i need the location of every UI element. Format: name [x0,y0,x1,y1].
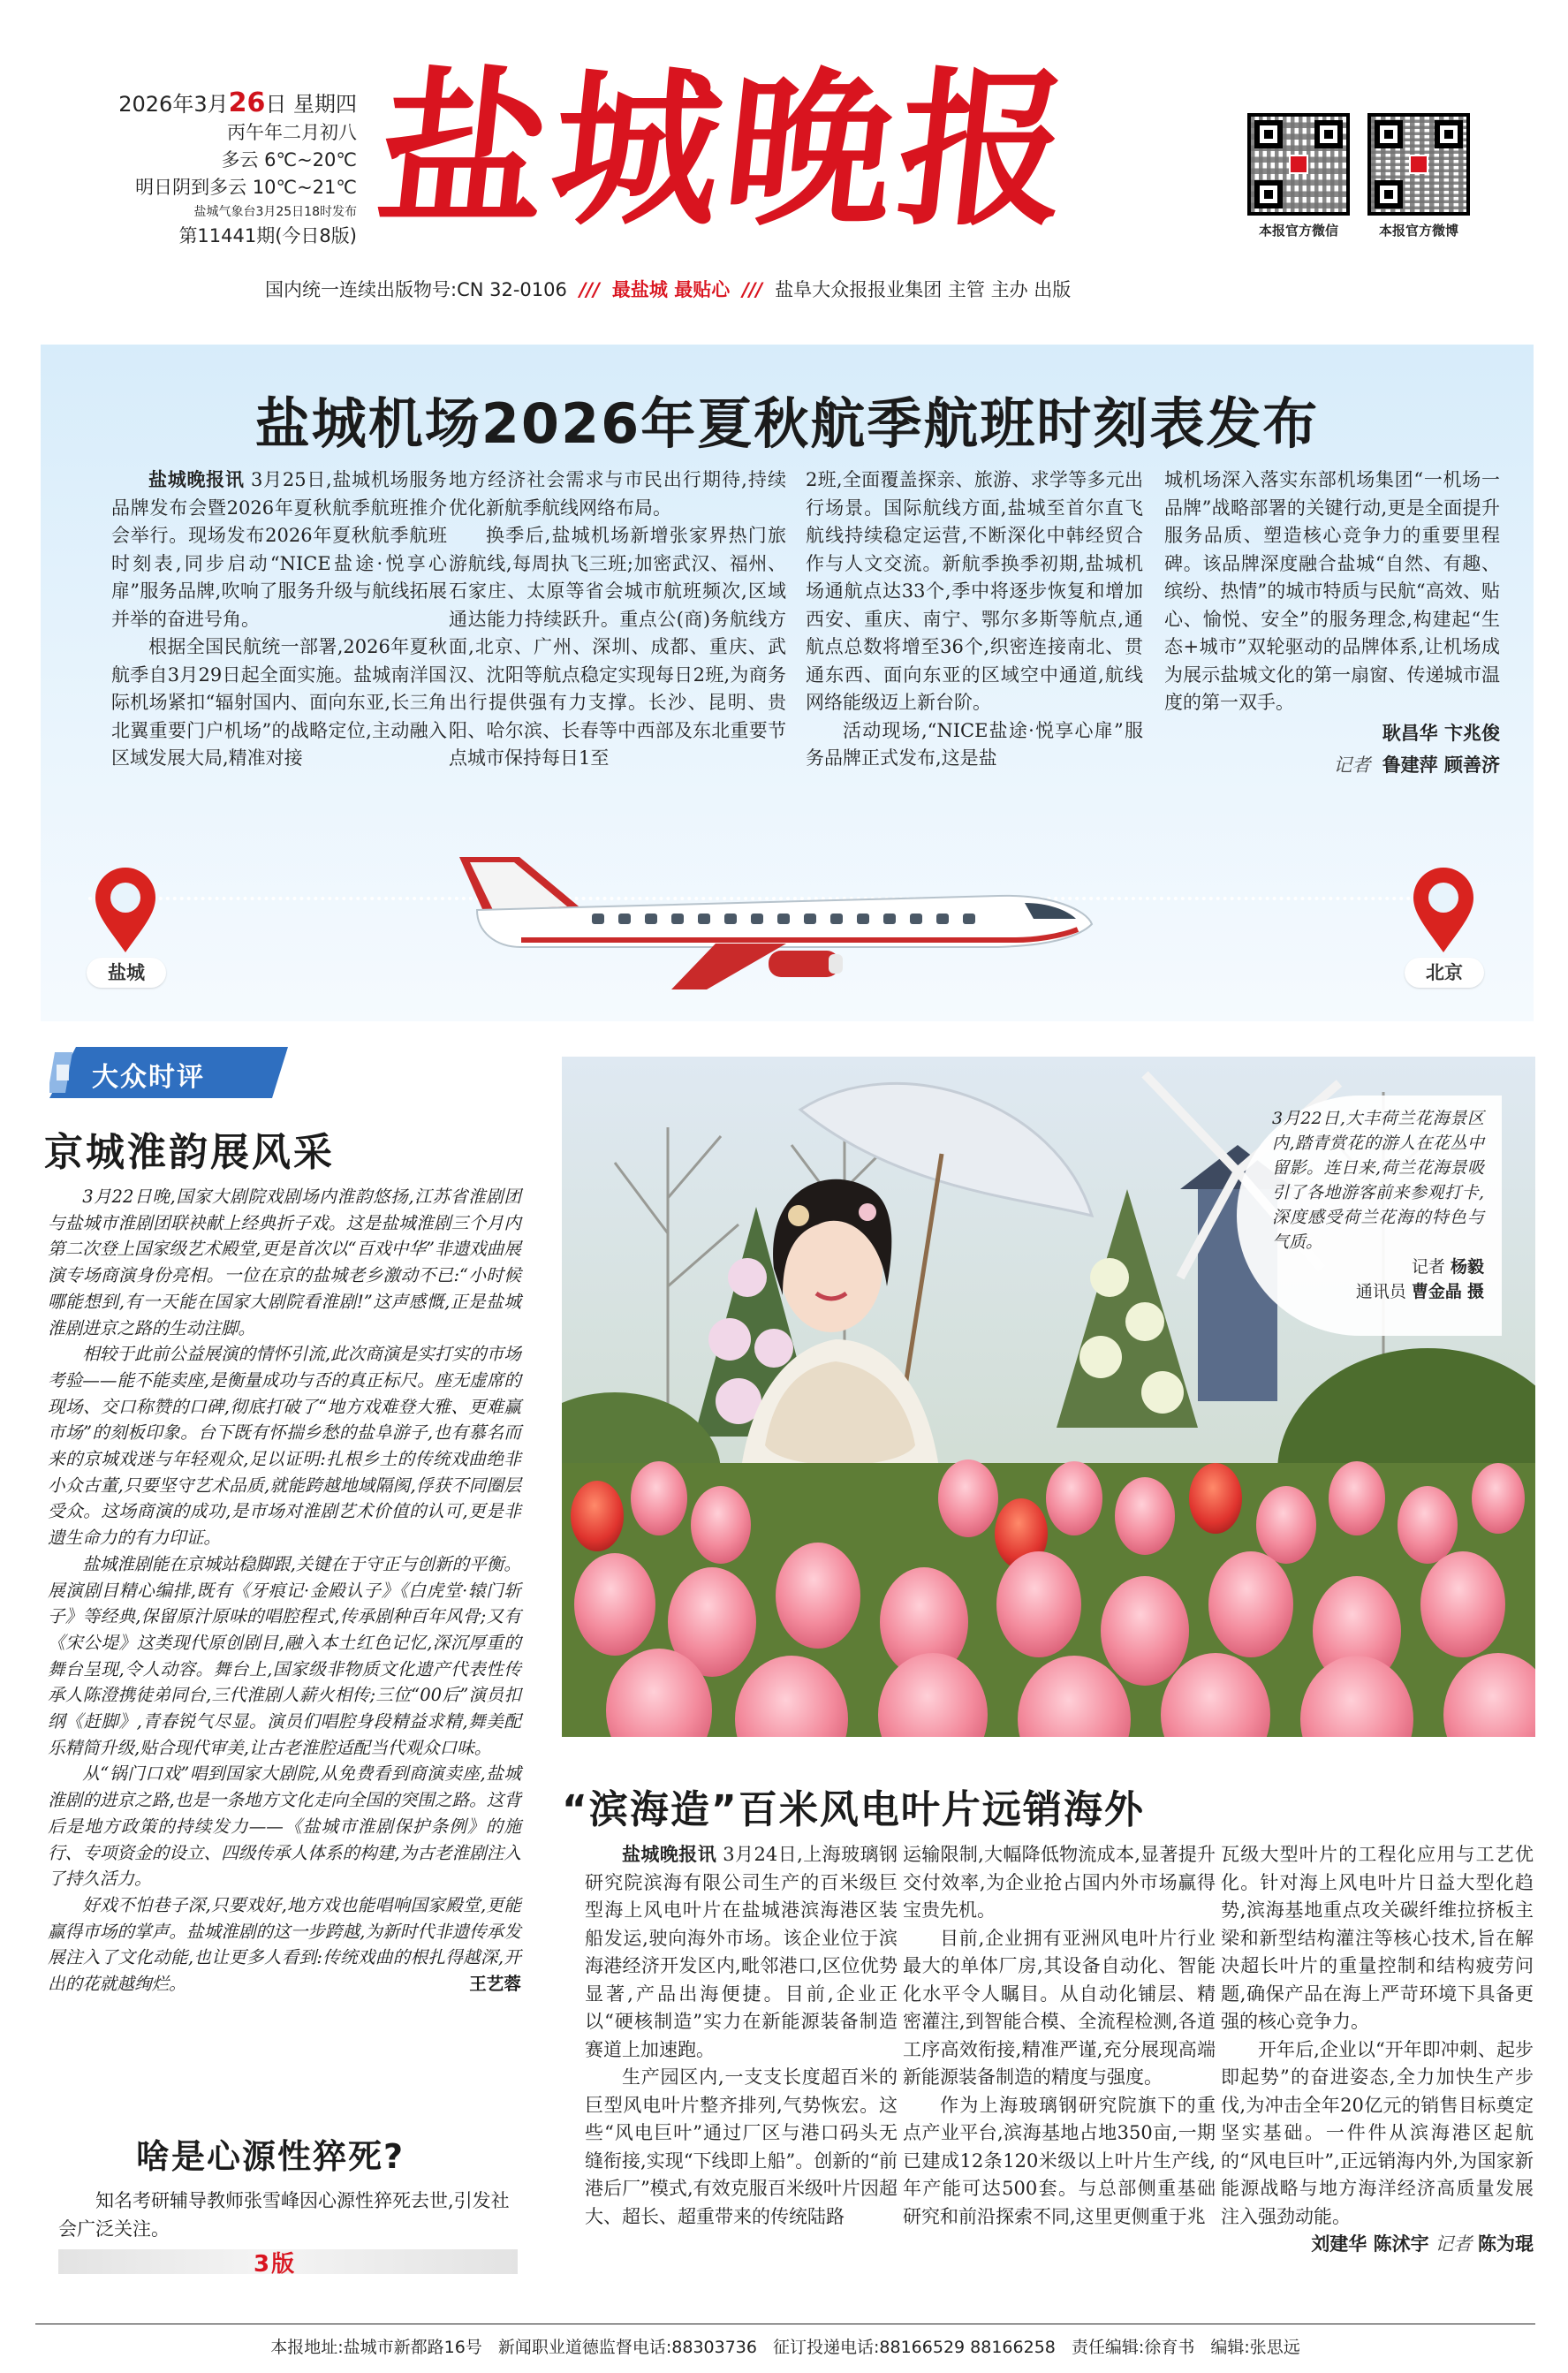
qr-code-icon [1367,113,1470,216]
destination-city-label: 北京 [1405,958,1484,988]
lead-column-2: 地方经济社会需求与市民出行期待,持续优化新航季航线网络布局。 换季后,盐城机场新增张家界热门旅游航线,每周执飞三班;加密武汉、福州、石家庄、太原等省会城市航班频次,区域通达能力持续跃升。重点公(商)务航线方面,北京、广州、深圳、成都、重庆、武汉、沈阳等航点稳定实现每日2班,为商务出行提供强有力支撑。长沙、昆明、贵阳、哈尔滨、长春等中西部及东北重要节点城市保持每日1至 [449,469,786,769]
lead-column-3: 2班,全面覆盖探亲、旅游、求学等多元出行场景。国际航线方面,盐城至首尔直飞航线持续稳定运营,不断深化中韩经贸合作与人文交流。新航季换季初期,盐城机场通航点达33个,季中将逐步恢复和增加西安、重庆、南宁、鄂尔多斯等航点,通航点总数将增至36个,织密连接南北、贯通东西、面向东亚的区域空中通道,航线网络能级迈上新台阶。 活动现场,“NICE盐途·悦享心扉”服务品牌正式发布,这是盐 [806,469,1143,769]
teaser-title[interactable]: 啥是心源性猝死? [136,2137,405,2176]
wind-headline[interactable]: “滨海造”百米风电叶片远销海外 [562,1787,1145,1832]
footer-editor: 编辑:张思远 [1210,2338,1300,2357]
qr-label: 本报官方微博 [1378,223,1458,239]
issue-number: 第11441期(今日8版) [178,225,357,246]
weather-today: 多云 6℃~20℃ [221,149,357,171]
byline: 盐城晚报讯 [148,469,245,490]
footer-address: 本报地址:盐城市新都路16号 [270,2338,482,2357]
slash-mark: /// [742,279,763,300]
wind-column-1: 盐城晚报讯 3月24日,上海玻璃钢研究院滨海有限公司生产的百米级巨型海上风电叶片在盐城港滨海港区装船发运,驶向海外市场。该企业位于滨海港经济开发区内,毗邻港口,区位优势显著,产品出海便捷。目前,企业正以“硬核制造”实力在新能源装备制造赛道上加速跑。 生产园区内,一支支长度超百米的巨型风电叶片整齐排列,气势恢宏。这些“风电巨叶”通过厂区与港口码头无缝衔接,实现“下线即上船”。创新的“前港后厂”模式,有效克服百米级叶片因超大、超长、超重带来的传统陆路 [585,1844,898,2227]
commentary-body: 3月22日晚,国家大剧院戏剧场内淮韵悠扬,江苏省淮剧团与盐城市淮剧团联袂献上经典折子戏。这是盐城淮剧三个月内第二次登上国家级艺术殿堂,更是首次以“百戏中华”非遗戏曲展演专场商演身份亮相。一位在京的盐城老乡激动不已:“小时候哪能想到,有一天能在国家大剧院看淮剧!”这声感慨,正是盐城淮剧进京之路的生动注脚。 相较于此前公益展演的情怀引流,此次商演是实打实的市场考验——能不能卖座,是衡量成功与否的真正标尺。座无虚席的现场、交口称赞的口碑,彻底打破了“地方戏难登大雅、更难赢市场”的刻板印象。台下既有怀揣乡愁的盐阜游子,也有慕名而来的京城戏迷与年轻观众,足以证明:扎根乡土的传统戏曲绝非小众古董,只要坚守艺术品质,就能跨越地域隔阂,俘获不同圈层受众。这场商演的成功,是市场对淮剧艺术价值的认可,更是非遗生命力的有力印证。 盐城淮剧能在京城站稳脚跟,关键在于守正与创新的平衡。展演剧目精心编排,既有《牙痕记·金殿认子》《白虎堂·辕门斩子》等经典,保留原汁原味的唱腔程式,传承剧种百年风骨;又有《宋公堤》这类现代原创剧目,融入本土红色记忆,深沉厚重的舞台呈现,令人动容。舞台上,国家级非物质文化遗产代表性传承人陈澄携徒弟同台,三代淮剧人薪火相传;三位“00后”演员扣纲《赶脚》,青春锐气尽显。演员们唱腔身段精益求精,舞美配乐精简升级,贴合现代审美,让古老淮腔适配当代观众口味。 从“锅门口戏”唱到国家大剧院,从免费看到商演卖座,盐城淮剧的进京之路,也是一条地方文化走向全国的突围之路。这背后是地方政策的持续发力——《盐城市淮剧保护条例》的施行、专项资金的设立、四级传承人体系的构建,为古老淮剧注入了持久活力。 好戏不怕巷子深,只要戏好,地方戏也能唱响国家殿堂,更能赢得市场的掌声。盐城淮剧的这一步跨越,为新时代非遗传承发展注入了文化动能,也让更多人看到:传统戏曲的根扎得越深,开出的花就越绚烂。 王艺蓉 [48,1184,521,1998]
qr-label: 本报官方微信 [1258,223,1338,239]
date-block [92,88,357,250]
footer-ethics-phone: 新闻职业道德监督电话:88303736 [497,2338,757,2357]
lead-headline[interactable]: 盐城机场2026年夏秋航季航班时刻表发布 [254,391,1320,456]
qr-code-icon [1247,113,1350,216]
wind-column-2: 运输限制,大幅降低物流成本,显著提升交付效率,为企业抢占国内外市场赢得宝贵先机。 目前,企业拥有亚洲风电叶片行业最大的单体厂房,其设备自动化、智能化水平令人瞩目。从自动化铺层、精密灌注,到智能合模、全流程检测,各道工序高效衔接,精准严谨,充分展现高端新能源装备制造的精度与强度。 作为上海玻璃钢研究院旗下的重点产业平台,滨海基地占地350亩,一期已建成12条120米级以上叶片生产线,年产能可达500套。与总部侧重基础研究和前沿探索不同,这里更侧重于兆 [903,1844,1216,2227]
lunar-date: 丙午年二月初八 [227,122,357,143]
commentary-author: 王艺蓉 [469,1973,521,1994]
weather-tomorrow: 明日阴到多云 10℃~21℃ [135,177,357,198]
publisher: 盐阜大众报报业集团 主管 主办 出版 [775,279,1072,300]
publication-bar [265,276,1307,302]
slogan: 最盐城 最贴心 [611,279,731,300]
commentary-title[interactable]: 京城淮韵展风采 [44,1130,335,1175]
slash-mark: /// [579,279,600,300]
wind-column-3: 瓦级大型叶片的工程化应用与工艺优化。针对海上风电叶片日益大型化趋势,滨海基地重点攻关碳纤维拉挤板主梁和新型结构灌注等核心技术,旨在解决超长叶片的重量控制和结构疲劳问题,确保产品在海上严苛环境下具备更强的核心竞争力。 开年后,企业以“开年即冲刺、起步即起势”的奋进姿态,全力加快生产步伐,为冲击全年20亿元的销售目标奠定坚实基础。一件件从滨海港区起航的“风电巨叶”,正远销海内外,为国家新能源战略与地方海洋经济高质量发展注入强劲动能。 刘建华 陈沭宇 记者 陈为琨 [1221,1841,1534,2257]
teaser-page-ref[interactable]: 3版 [254,2251,297,2278]
photo-credit: 记者 杨毅 [1411,1257,1484,1277]
lead-column-1: 盐城晚报讯 3月25日,盐城机场服务品牌发布会暨2026年夏秋航季航班推介会举行。现场发布2026年夏秋航季航班时刻表,同步启动“NICE盐途·悦享心扉”服务品牌,吹响了服务升级与航线拓展并举的奋进号角。 根据全国民航统一部署,2026年夏秋航季自3月29日起全面实施。盐城南洋国际机场紧扣“辐射国内、面向东亚,长三角北翼重要门户机场”的战略定位,主动融入区域发展大局,精准对接 [111,469,448,769]
location-pin-icon [1408,868,1479,956]
newspaper-title: 盐城晚报 [369,51,1083,248]
teaser-text: 知名考研辅导教师张雪峰因心源性猝死去世,引发社会广泛关注。 [58,2190,510,2240]
weibo-qr[interactable] [1367,113,1470,239]
weather-source: 盐城气象台3月25日18时发布 [193,205,357,219]
lead-column-4: 城机场深入落实东部机场集团“一机场一品牌”战略部署的关键行动,更是全面提升服务品质、塑造核心竞争力的重要里程碑。该品牌深度融合盐城“自然、有趣、缤纷、热情”的城市特质与民航“高效、贴心、愉悦、安全”的服务理念,构建起“生态+城市”双轮驱动的品牌体系,让机场成为展示盐城文化的第一扇窗、传递城市温度的第一双手。 耿昌华 卞兆俊 记者 鲁建萍 顾善济 [1164,466,1500,781]
location-pin-icon [90,868,161,956]
photo-caption: 3月22日,大丰荷兰花海景区内,踏青赏花的游人在花丛中留影。连日来,荷兰花海景吸引了各地游客前来参观打卡,深度感受荷兰花海的特色与气质。 记者 杨毅 通讯员 曹金晶 摄 [1272,1106,1484,1304]
footer [35,2334,1535,2358]
origin-city-label: 盐城 [87,958,166,988]
commentary-tag-label: 大众时评 [92,1062,205,1093]
footer-subscribe-phone: 征订投递电话:88166529 88166258 [773,2338,1056,2357]
wind-credit: 刘建华 陈沭宇 记者 陈为琨 [1311,2233,1534,2255]
wechat-qr[interactable] [1247,113,1350,239]
airplane-icon [451,841,1104,991]
cn-number: 国内统一连续出版物号:CN 32-0106 [265,279,567,300]
photo-credit: 通讯员 曹金晶 摄 [1355,1282,1484,1301]
footer-chief-editor: 责任编辑:徐育书 [1071,2338,1195,2357]
lead-credit: 耿昌华 卞兆俊 记者 鲁建萍 顾善济 [1333,722,1500,776]
byline: 盐城晚报讯 [622,1844,717,1865]
issue-date: 2026年3月26日 星期四 [118,87,357,118]
